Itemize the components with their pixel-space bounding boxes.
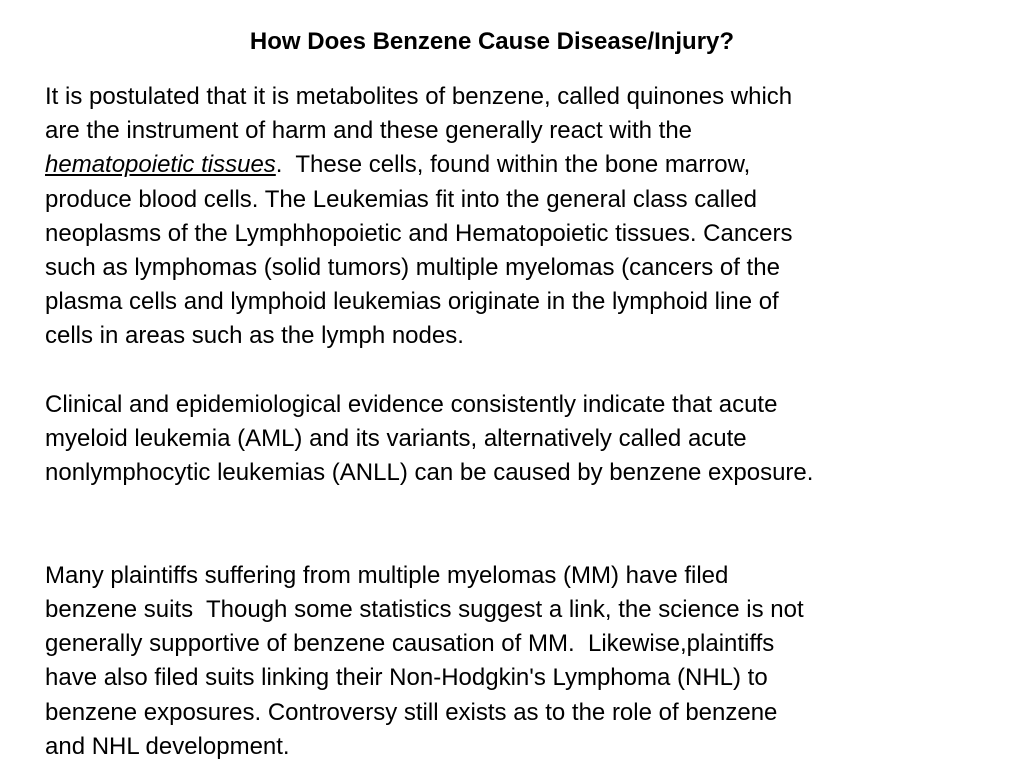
text-line: generally supportive of benzene causation of MM. Likewise,plaintiffs: [45, 630, 775, 658]
text-line: myeloid leukemia (AML) and its variants, alternatively called acute: [45, 425, 747, 453]
paragraph-spacer: [45, 354, 985, 388]
paragraph-plaintiffs: [45, 559, 985, 764]
slide-body: [45, 80, 985, 764]
text-line-rest: . These cells, found within the bone marrow,: [275, 151, 751, 179]
text-line: such as lymphomas (solid tumors) multiple myelomas (cancers of the: [45, 254, 780, 282]
slide-title: How Does Benzene Cause Disease/Injury?: [249, 28, 735, 55]
text-line: benzene exposures. Controversy still exists as to the role of benzene: [45, 698, 778, 726]
text-line: are the instrument of harm and these generally react with the: [45, 117, 693, 145]
text-line: nonlymphocytic leukemias (ANLL) can be caused by benzene exposure.: [45, 459, 814, 487]
paragraph-clinical-evidence: [45, 388, 985, 491]
text-line: benzene suits Though some statistics suggest a link, the science is not: [45, 596, 804, 624]
text-line: Many plaintiffs suffering from multiple myelomas (MM) have filed: [45, 561, 729, 589]
text-line: It is postulated that it is metabolites of benzene, called quinones which: [45, 83, 793, 110]
text-line: neoplasms of the Lymphhopoietic and Hematopoietic tissues. Cancers: [45, 219, 793, 247]
text-line: [45, 148, 985, 182]
text-line: and NHL development.: [45, 732, 290, 760]
paragraph-spacer: [45, 490, 985, 558]
hematopoietic-tissues-term: hematopoietic tissues: [45, 151, 276, 179]
text-line: produce blood cells. The Leukemias fit into the general class called: [45, 185, 757, 213]
text-line: plasma cells and lymphoid leukemias originate in the lymphoid line of: [45, 288, 779, 316]
text-line: Clinical and epidemiological evidence consistently indicate that acute: [45, 390, 778, 418]
paragraph-metabolites: [45, 80, 985, 354]
text-line: cells in areas such as the lymph nodes.: [45, 322, 464, 350]
text-line: have also filed suits linking their Non-Hodgkin's Lymphoma (NHL) to: [45, 664, 768, 692]
